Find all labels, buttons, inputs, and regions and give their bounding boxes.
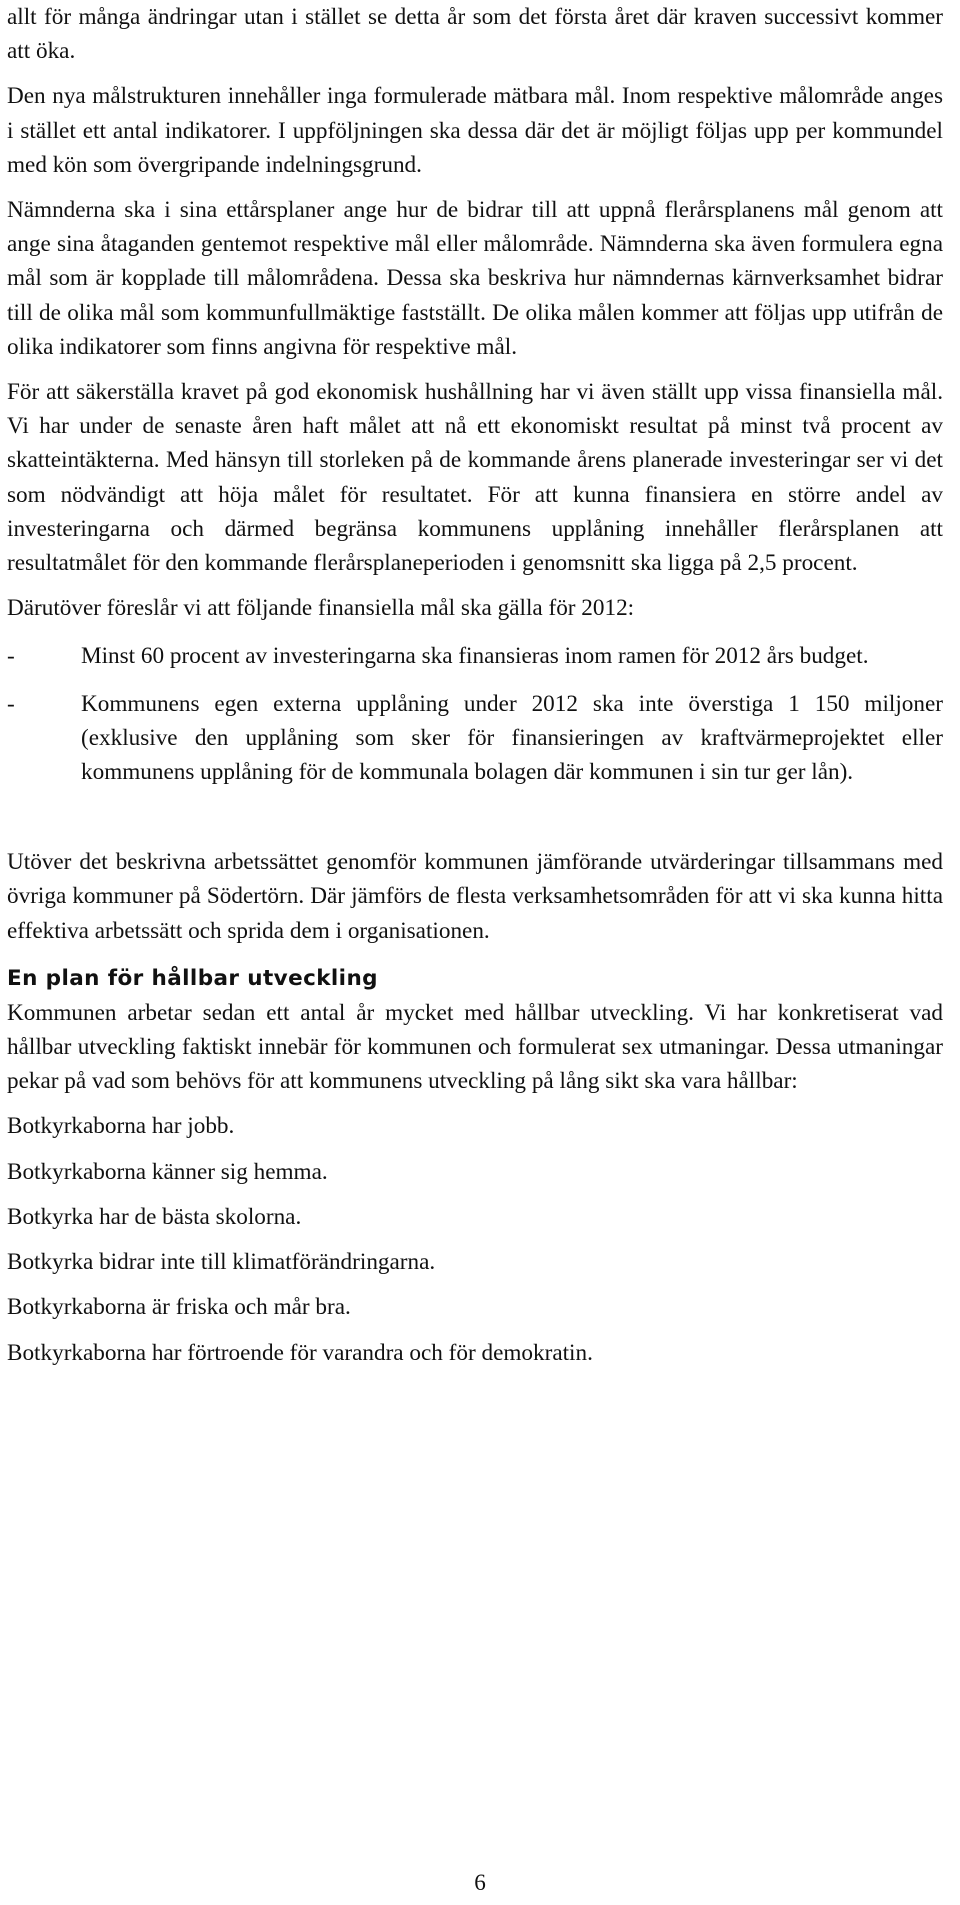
list-marker: - — [7, 643, 15, 670]
list-item-text: Minst 60 procent av investeringarna ska finansieras inom ramen för 2012 års budget. — [81, 643, 869, 670]
paragraph-sustainable-development: Kommunen arbetar sedan ett antal år mycket med hållbar utveckling. Vi har konkretiserat vad hållbar utveckling faktiskt innebär för kommunen och formulerat sex utmaningar. Dessa utmaningar pekar på vad som behövs för att kommunens utveckling på lång sikt ska vara hållbar: — [7, 999, 943, 1095]
paragraph-comparative-evaluations: Utöver det beskrivna arbetssättet genomför kommunen jämförande utvärderingar tillsammans med övriga kommuner på Södertörn. Där jämförs de flesta verksamhetsområden för att vi ska kunna hitta effektiva arbetssätt och sprida dem i organisationen. — [7, 849, 943, 944]
page-number: 6 — [474, 1870, 486, 1896]
paragraph-goal-structure: Den nya målstrukturen innehåller inga formulerade mätbara mål. Inom respektive målområde anges i stället ett antal indikatorer. I uppföljningen ska dessa där det är möjligt följas upp per kommundel med kön som övergripande indelningsgrund. — [7, 83, 943, 178]
list-item-text: Kommunens egen externa upplåning under 2012 ska inte överstiga 1 150 miljoner (exklusive den upplåning som sker för finansieringen av kraftvärmeprojektet eller kommunens upplåning för de kommunala bolagen där kommunen i sin tur ger lån). — [81, 690, 943, 786]
challenge-item: Botkyrkaborna är friska och mår bra. — [7, 1294, 351, 1321]
financial-goals-list — [7, 639, 943, 789]
challenge-item: Botkyrkaborna har förtroende för varandra och för demokratin. — [7, 1339, 593, 1366]
challenge-item: Botkyrka har de bästa skolorna. — [7, 1203, 302, 1230]
list-marker: - — [7, 690, 15, 717]
paragraph-intro-continuation: allt för många ändringar utan i stället se detta år som det första året där kraven successivt kommer att öka. — [7, 4, 943, 65]
document-body — [7, 0, 943, 1370]
challenge-item: Botkyrkaborna känner sig hemma. — [7, 1158, 328, 1185]
paragraph-financial-goals-intro: Därutöver föreslår vi att följande finansiella mål ska gälla för 2012: — [7, 595, 635, 622]
challenge-item: Botkyrka bidrar inte till klimatförändringarna. — [7, 1249, 436, 1276]
challenge-item: Botkyrkaborna har jobb. — [7, 1113, 235, 1140]
list-item — [7, 639, 943, 673]
paragraph-financial-management: För att säkerställa kravet på god ekonomisk hushållning har vi även ställt upp vissa finansiella mål. Vi har under de senaste åren haft målet att nå ett ekonomiskt resultat på minst två procent av skatteintäkterna. Med hänsyn till storleken på de kommande årens planerade investeringar ser vi det som nödvändigt att höja målet för resultatet. För att kunna finansiera en större andel av investeringarna och därmed begränsa kommunens upplåning innehåller flerårsplanen att resultatmålet för den kommande flerårsplaneperioden i genomsnitt ska ligga på 2,5 procent. — [7, 379, 943, 577]
section-heading: En plan för hållbar utveckling — [7, 965, 378, 991]
paragraph-committees: Nämnderna ska i sina ettårsplaner ange hur de bidrar till att uppnå flerårsplanens mål genom att ange sina åtaganden gentemot respektive mål eller målområde. Nämnderna ska även formulera egna mål som är kopplade till målområdena. Dessa ska beskriva hur nämndernas kärnverksamhet bidrar till de olika mål som kommunfullmäktige fastställt. De olika målen kommer att följas upp utifrån de olika indikatorer som finns angivna för respektive mål. — [7, 197, 943, 360]
list-item — [7, 687, 943, 790]
